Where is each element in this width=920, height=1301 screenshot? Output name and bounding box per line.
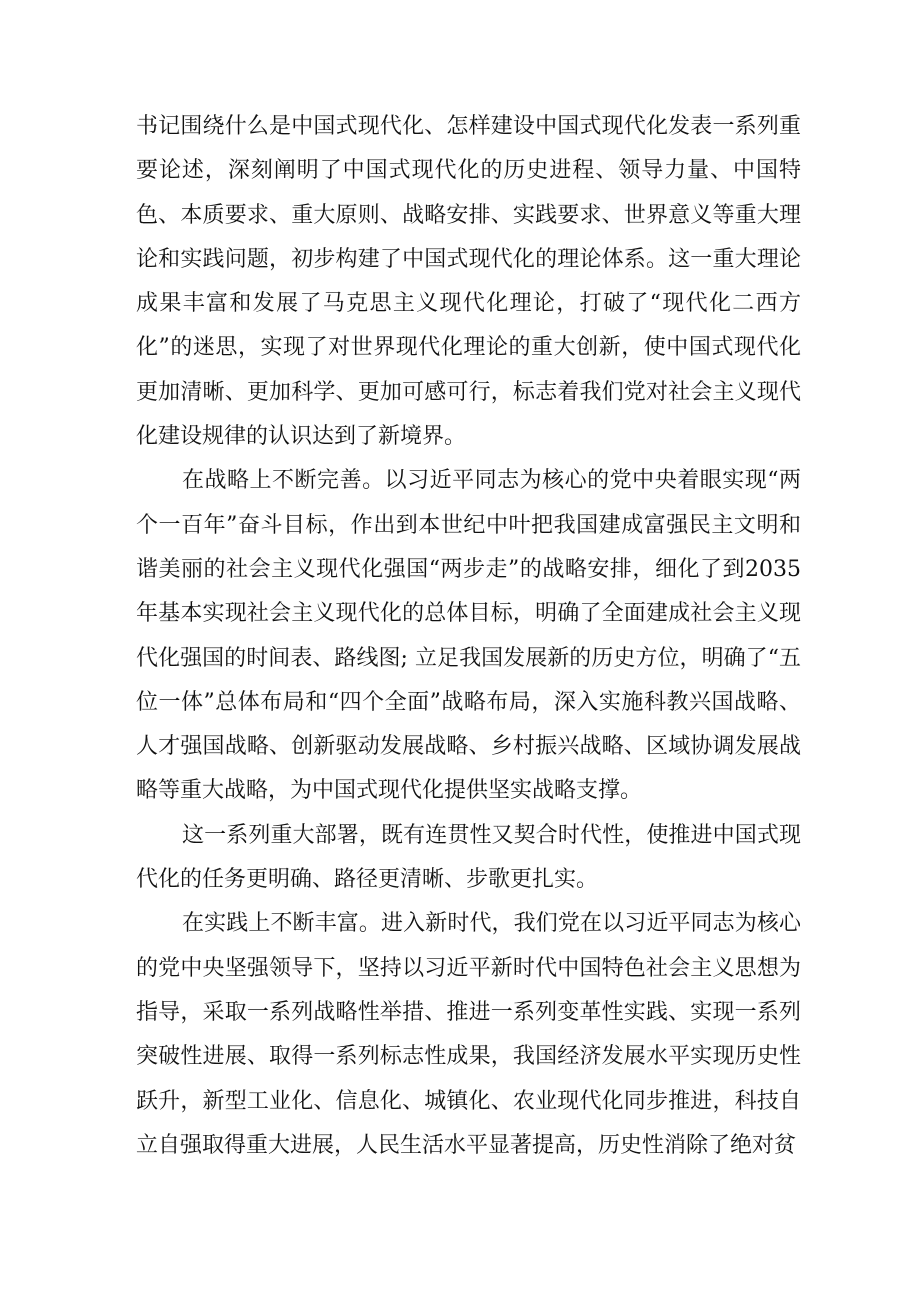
paragraph-2: 在战略上不断完善。以习近平同志为核心的党中央着眼实现“两个一百年”奋斗目标，作出到本世纪中叶把我国建成富强民主文明和谐美丽的社会主义现代化强国“两步走”的战略安排，细化了到2035年基本实现社会主义现代化的总体目标，明确了全面建成社会主义现代化强国的时间表、路线图; 立足我国发展新的历史方位，明确了“五位一体”总体布局和“四个全面”战略布局，深入实施科教兴国战略、人才强国战略、创新驱动发展战略、乡村振兴战略、区域协调发展战略等重大战略，为中国式现代化提供坚实战略支撑。 <box>136 468 802 804</box>
paragraph-4: 在实践上不断丰富。进入新时代，我们党在以习近平同志为核心的党中央坚强领导下，坚持以习近平新时代中国特色社会主义思想为指导，采取一系列战略性举措、推进一系列变革性实践、实现一系列突破性进展、取得一系列标志性成果，我国经济发展水平实现历史性跃升，新型工业化、信息化、城镇化、农业现代化同步推进，科技自立自强取得重大进展，人民生活水平显著提高，历史性消除了绝对贫 <box>136 911 801 1158</box>
paragraph-3: 这一系列重大部署，既有连贯性又契合时代性，使推进中国式现代化的任务更明确、路径更清晰、步歌更扎实。 <box>136 822 801 893</box>
paragraph-1: 书记围绕什么是中国式现代化、怎样建设中国式现代化发表一系列重要论述，深刻阐明了中国式现代化的历史进程、领导力量、中国特色、本质要求、重大原则、战略安排、实践要求、世界意义等重大理论和实践问题，初步构建了中国式现代化的理论体系。这一重大理论成果丰富和发展了马克思主义现代化理论，打破了“现代化二西方化”的迷思，实现了对世界现代化理论的重大创新，使中国式现代化更加清晰、更加科学、更加可感可行，标志着我们党对社会主义现代化建设规律的认识达到了新境界。 <box>136 114 801 450</box>
document-body <box>136 105 801 1168</box>
